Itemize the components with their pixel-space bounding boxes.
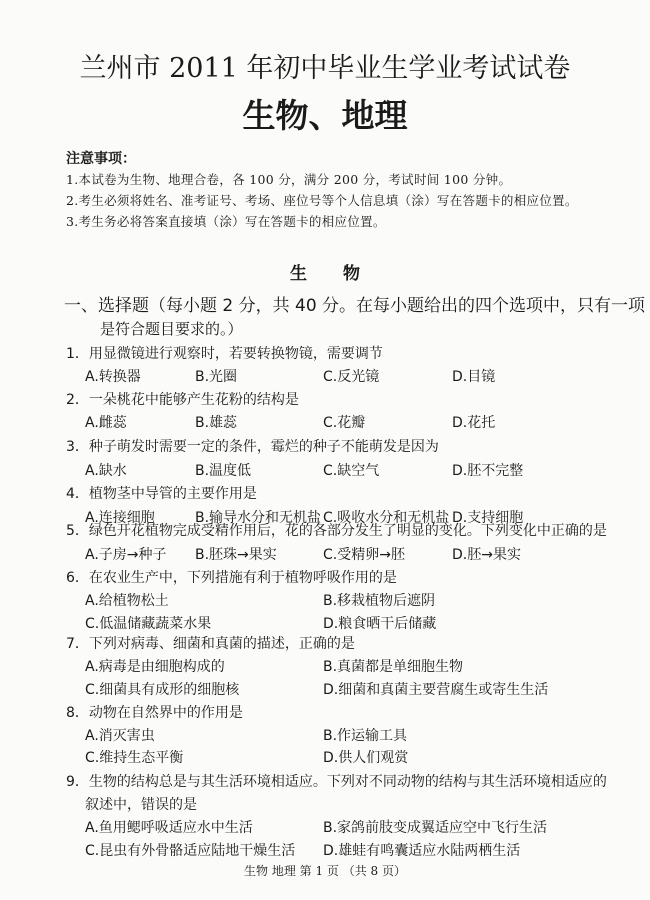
option: D.细菌和真菌主要营腐生或寄生生活 xyxy=(323,682,549,698)
question-stem: 6．在农业生产中，下列措施有利于植物呼吸作用的是 xyxy=(66,570,397,586)
notice-heading: 注意事项： xyxy=(66,151,136,167)
option: A.病毒是由细胞构成的 xyxy=(85,659,225,675)
option: B.输导水分和无机盐 xyxy=(195,510,322,526)
option: B.温度低 xyxy=(195,463,252,479)
option: D.雄蛙有鸣囊适应水陆两栖生活 xyxy=(323,843,521,859)
question-stem: 7．下列对病毒、细菌和真菌的描述，正确的是 xyxy=(66,636,355,652)
option: C.受精卵→胚 xyxy=(323,547,405,563)
option: A.消灭害虫 xyxy=(85,728,155,744)
option: D.目镜 xyxy=(452,369,496,385)
part-heading: 一、选择题（每小题 2 分，共 40 分。在每小题给出的四个选项中，只有一项 xyxy=(64,296,646,316)
option: C.缺空气 xyxy=(323,463,380,479)
option: B.胚珠→果实 xyxy=(195,547,277,563)
option: B.光圈 xyxy=(195,369,238,385)
option: C.花瓣 xyxy=(323,415,366,431)
option: B.雄蕊 xyxy=(195,415,238,431)
option: C.昆虫有外骨骼适应陆地干燥生活 xyxy=(85,843,296,859)
question-stem-cont: 叙述中，错误的是 xyxy=(85,797,197,813)
option: C.低温储藏蔬菜水果 xyxy=(85,616,212,632)
exam-title: 兰州市 2011 年初中毕业生学业考试试卷 xyxy=(79,53,571,84)
notice-item: 2.考生必须将姓名、准考证号、考场、座位号等个人信息填（涂）写在答题卡的相应位置。 xyxy=(66,193,578,208)
option: B.移栽植物后遮阴 xyxy=(323,593,436,609)
notice-item: 3.考生务必将答案直接填（涂）写在答题卡的相应位置。 xyxy=(66,214,386,229)
option: C.反光镜 xyxy=(323,369,380,385)
option: C.维持生态平衡 xyxy=(85,750,184,766)
option: A.鱼用鳃呼吸适应水中生活 xyxy=(85,820,253,836)
option: B.家鸽前肢变成翼适应空中飞行生活 xyxy=(323,820,548,836)
option: A.给植物松土 xyxy=(85,593,169,609)
question-stem: 8．动物在自然界中的作用是 xyxy=(66,705,243,721)
option: A.雌蕊 xyxy=(85,415,127,431)
option: C.吸收水分和无机盐 xyxy=(323,510,450,526)
option: D.粮食晒干后储藏 xyxy=(323,616,437,632)
page-footer: 生物 地理 第 1 页 （共 8 页） xyxy=(244,864,406,878)
notice-item: 1.本试卷为生物、地理合卷，各 100 分，满分 200 分，考试时间 100 分钟。 xyxy=(66,172,512,187)
question-stem: 1．用显微镜进行观察时，若要转换物镜，需要调节 xyxy=(66,346,383,362)
option: A.子房→种子 xyxy=(85,547,167,563)
option: D.供人们观赏 xyxy=(323,750,409,766)
option: B.作运输工具 xyxy=(323,728,408,744)
option: A.缺水 xyxy=(85,463,127,479)
option: D.胚不完整 xyxy=(452,463,524,479)
question-stem: 9．生物的结构总是与其生活环境相适应。下列对不同动物的结构与其生活环境相适应的 xyxy=(66,774,607,790)
option: A.转换器 xyxy=(85,369,141,385)
question-stem: 3．种子萌发时需要一定的条件，霉烂的种子不能萌发是因为 xyxy=(66,439,439,455)
exam-subtitle: 生物、地理 xyxy=(242,96,408,135)
option: D.胚→果实 xyxy=(452,547,521,563)
question-stem: 4．植物茎中导管的主要作用是 xyxy=(66,486,257,502)
option: B.真菌都是单细胞生物 xyxy=(323,659,464,675)
question-stem: 2．一朵桃花中能够产生花粉的结构是 xyxy=(66,392,299,408)
section-title: 生 物 xyxy=(290,264,360,284)
part-heading-cont: 是符合题目要求的。） xyxy=(100,320,243,338)
option: D.花托 xyxy=(452,415,496,431)
option: D.支持细胞 xyxy=(452,510,524,526)
question-stem: 5．绿色开花植物完成受精作用后，花的各部分发生了明显的变化。下列变化中正确的是 xyxy=(66,523,607,539)
option: C.细菌具有成形的细胞核 xyxy=(85,682,240,698)
option: A.连接细胞 xyxy=(85,510,155,526)
